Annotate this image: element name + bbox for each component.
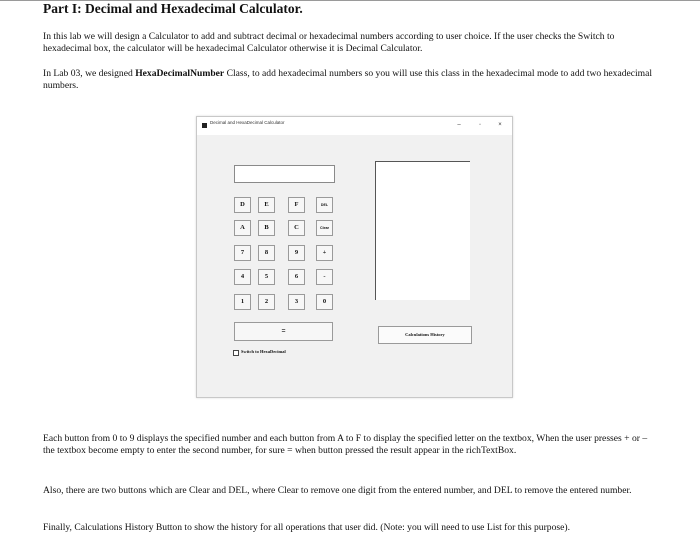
key-6[interactable]: 6 [288,269,305,285]
equals-button[interactable]: = [234,322,333,341]
key-c[interactable]: C [288,220,305,236]
buttons-paragraph: Each button from 0 to 9 displays the specified number and each button from A to F to display the specified letter on the textbox, When the user presses + or – the textbox become empty to enter the second number, for sure = when button pressed the result appear in the richTextBox. [43,433,648,456]
maximize-button[interactable]: ▫ [479,122,481,128]
key-4[interactable]: 4 [234,269,251,285]
key-7[interactable]: 7 [234,245,251,261]
history-paragraph: Finally, Calculations History Button to show the history for all operations that user did. (Note: you will need to use List for this purpose). [43,522,570,533]
calculator-window-screenshot [196,116,513,398]
key-e[interactable]: E [258,197,275,213]
key-b[interactable]: B [258,220,275,236]
app-icon [202,123,207,128]
p2-text-after: Class, to add hexadecimal numbers so you will use this class in the hexadecimal mode to add two hexadecimal numbers. [43,68,653,91]
key-minus[interactable]: - [316,269,333,285]
key-5[interactable]: 5 [258,269,275,285]
key-d[interactable]: D [234,197,251,213]
p2-text-before: In Lab 03, we designed [43,68,136,79]
switch-hex-checkbox[interactable] [233,350,239,356]
history-richtextbox[interactable] [375,161,470,300]
switch-hex-label: Switch to HexaDecimal [241,349,286,354]
key-del[interactable]: DEL [316,197,333,213]
clear-del-paragraph: Also, there are two buttons which are Clear and DEL, where Clear to remove one digit from the entered number, and DEL to remove the entered number. [43,485,632,496]
key-clear[interactable]: Clear [316,220,333,236]
key-9[interactable]: 9 [288,245,305,261]
minimize-button[interactable]: – [457,122,461,128]
window-titlebar [197,117,512,135]
key-1[interactable]: 1 [234,294,251,310]
window-title: Decimal and HexaDecimal Calculator [210,120,285,125]
close-button[interactable]: × [498,122,502,128]
key-3[interactable]: 3 [288,294,305,310]
intro-paragraph: In this lab we will design a Calculator to add and subtract decimal or hexadecimal numbers according to user choice. If the user checks the Switch to hexadecimal box, the calculator will be hexadecimal Calculator otherwise it is Decimal Calculator. [43,31,615,54]
calculations-history-button[interactable]: Calculations History [378,326,472,344]
key-0[interactable]: 0 [316,294,333,310]
key-a[interactable]: A [234,220,251,236]
key-f[interactable]: F [288,197,305,213]
key-2[interactable]: 2 [258,294,275,310]
class-name: HexaDecimalNumber [135,68,225,79]
number-textbox[interactable] [234,165,335,183]
part-heading: Part I: Decimal and Hexadecimal Calculator. [43,1,303,16]
key-8[interactable]: 8 [258,245,275,261]
lab-reference-paragraph [43,68,661,92]
key-plus[interactable]: + [316,245,333,261]
